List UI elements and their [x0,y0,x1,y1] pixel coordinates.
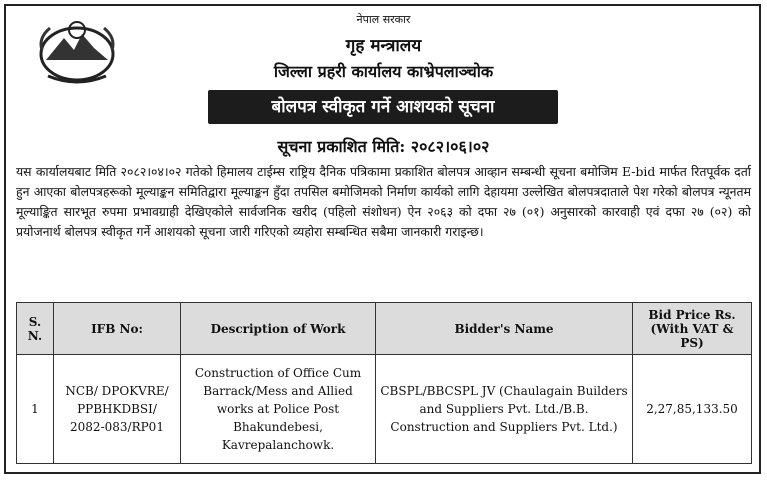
cell-ifb: NCB/ DPOKVRE/ PPBHKDBSI/ 2082-083/RP01 [54,355,181,464]
header-description: Description of Work [181,303,376,355]
header-price: Bid Price Rs. (With VAT & PS) [633,303,752,355]
cell-description: Construction of Office Cum Barrack/Mess and Allied works at Police Post Bhakundebesi, Kavrepalanchowk. [181,355,376,464]
notice-paragraph: यस कार्यालयबाट मिति २०८२।०४।०२ गतेको हिमालय टाईम्स राष्ट्रिय दैनिक पत्रिकामा प्रकाशित बोलपत्र आव्हान सम्बन्धी सूचना बमोजिम E-bid मार्फत रितपूर्वक दर्ता हुन आएका बोलपत्रहरूको मूल्याङ्कन समितिद्वारा मूल्याङ्कन हुँदा तपसिल बमोजिमको निर्माण कार्यको लागि देहायमा उल्लेखित बोलपत्रदाताले पेश गरेको बोलपत्र न्यूनतम मूल्याङ्कित सारभूत रुपमा प्रभावग्राही देखिएकोले सार्वजनिक खरीद (पहिलो संशोधन) ऐन २०६३ को दफा २७ (०१) अनुसारको कारवाही एवं दफा २७ (०२) को प्रयोजनार्थ बोलपत्र स्वीकृत गर्ने आशयको सूचना जारी गरिएको व्यहोरा सम्बन्धित सबैमा जानकारी गराइन्छ। [16,164,751,239]
published-date: सूचना प्रकाशित मिति: २०८२।०६।०२ [277,137,490,156]
header-bidder: Bidder's Name [376,303,633,355]
government-name: नेपाल सरकार [356,13,411,26]
table-header-row [17,303,752,355]
cell-bidder: CBSPL/BBCSPL JV (Chaulagain Builders and Suppliers Pvt. Ltd./B.B. Construction and Suppliers Pvt. Ltd.) [376,355,633,464]
header-ifb: IFB No: [54,303,181,355]
office-name: जिल्ला प्रहरी कार्यालय काभ्रेपलाञ्चोक [273,62,494,81]
notice-title: बोलपत्र स्वीकृत गर्ने आशयको सूचना [208,90,558,124]
ministry-name: गृह मन्त्रालय [345,36,422,56]
cell-sn: 1 [17,355,54,464]
table-row [17,355,752,464]
cell-price: 2,27,85,133.50 [633,355,752,464]
header-sn: S. N. [17,303,54,355]
bid-table [16,302,752,464]
